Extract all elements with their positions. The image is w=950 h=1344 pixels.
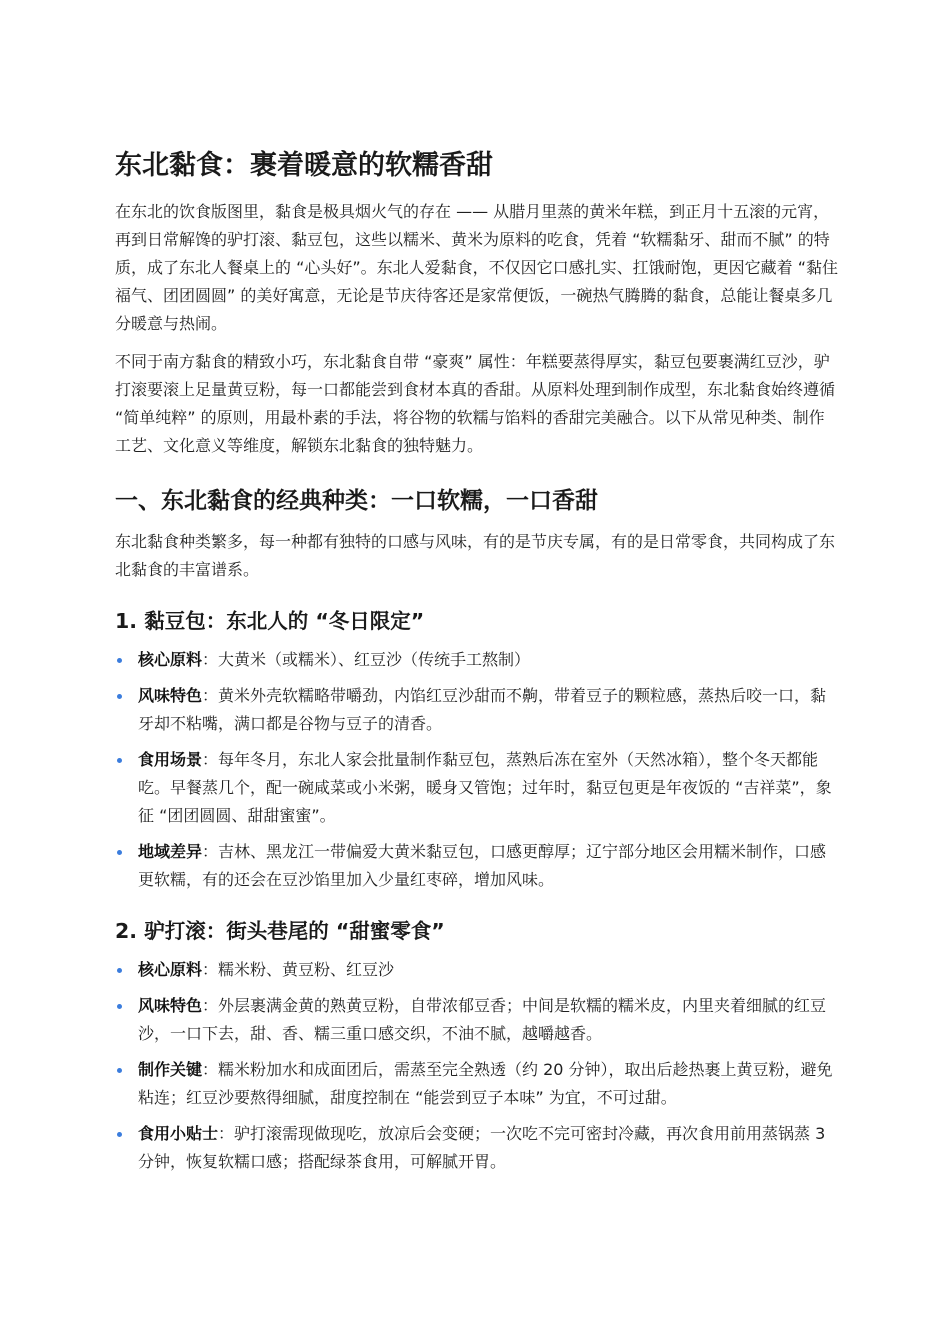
list-item: [115, 646, 840, 674]
bullet-icon: [117, 1132, 122, 1137]
lvdagun-list: [115, 956, 840, 1176]
bullet-icon: [117, 1004, 122, 1009]
item-label: 食用小贴士: [138, 1124, 219, 1143]
item-label: 食用场景: [138, 750, 203, 769]
item-text: ：吉林、黑龙江一带偏爱大黄米黏豆包，口感更醇厚；辽宁部分地区会用糯米制作，口感更软糯，有的还会在豆沙馅里加入少量红枣碎，增加风味。: [138, 842, 827, 889]
item-text: ：驴打滚需现做现吃，放凉后会变硬；一次吃不完可密封冷藏，再次食用前用蒸锅蒸 3 分钟，恢复软糯口感；搭配绿茶食用，可解腻开胃。: [138, 1124, 826, 1171]
item-label: 风味特色: [138, 996, 203, 1015]
list-item: [115, 1056, 840, 1112]
section-heading-types: 一、东北黏食的经典种类：一口软糯，一口香甜: [115, 488, 598, 514]
item-text: ：外层裹满金黄的熟黄豆粉，自带浓郁豆香；中间是软糯的糯米皮，内里夹着细腻的红豆沙，一口下去，甜、香、糯三重口感交织，不油不腻，越嚼越香。: [138, 996, 827, 1043]
list-item: [115, 992, 840, 1048]
bullet-icon: [117, 758, 122, 763]
item-label: 制作关键: [138, 1060, 203, 1079]
section-description: 东北黏食种类繁多，每一种都有独特的口感与风味，有的是节庆专属，有的是日常零食，共同构成了东北黏食的丰富谱系。: [115, 532, 836, 579]
intro-paragraph-1: 在东北的饮食版图里，黏食是极具烟火气的存在 —— 从腊月里蒸的黄米年糕，到正月十五滚的元宵，再到日常解馋的驴打滚、黏豆包，这些以糯米、黄米为原料的吃食，凭着 “软糯黏牙、甜而不腻” 的特质，成了东北人餐桌上的 “心头好”。东北人爱黏食，不仅因它口感扎实、扛饿耐饱，更因它藏着 “黏住福气、团团圆圆” 的美好寓意，无论是节庆待客还是家常便饭，一碗热气腾腾的黏食，总能让餐桌多几分暖意与热闹。: [115, 202, 839, 333]
page-title: 东北黏食：裹着暖意的软糯香甜: [115, 150, 493, 181]
bullet-icon: [117, 694, 122, 699]
item-label: 风味特色: [138, 686, 203, 705]
intro-paragraph-2: 不同于南方黏食的精致小巧，东北黏食自带 “豪爽” 属性：年糕要蒸得厚实，黏豆包要裹满红豆沙，驴打滚要滚上足量黄豆粉，每一口都能尝到食材本真的香甜。从原料处理到制作成型，东北黏食始终遵循 “简单纯粹” 的原则，用最朴素的手法，将谷物的软糯与馅料的香甜完美融合。以下从常见种类、制作工艺、文化意义等维度，解锁东北黏食的独特魅力。: [115, 352, 836, 455]
list-item: [115, 956, 840, 984]
list-item: [115, 1120, 840, 1176]
item-text: ：糯米粉加水和成面团后，需蒸至完全熟透（约 20 分钟），取出后趁热裹上黄豆粉，避免粘连；红豆沙要熬得细腻，甜度控制在 “能尝到豆子本味” 为宜，不可过甜。: [138, 1060, 833, 1107]
list-item: [115, 838, 840, 894]
niandoubao-list: [115, 646, 840, 894]
item-text: ：糯米粉、黄豆粉、红豆沙: [202, 960, 395, 979]
bullet-icon: [117, 1068, 122, 1073]
item-text: ：大黄米（或糯米）、红豆沙（传统手工熬制）: [202, 650, 531, 669]
bullet-icon: [117, 658, 122, 663]
list-item: [115, 682, 840, 738]
item-label: 核心原料: [138, 650, 203, 669]
document-page: [115, 148, 840, 1184]
bullet-icon: [117, 968, 122, 973]
item-text: ：黄米外壳软糯略带嚼劲，内馅红豆沙甜而不齁，带着豆子的颗粒感，蒸热后咬一口，黏牙却不粘嘴，满口都是谷物与豆子的清香。: [138, 686, 827, 733]
subsection-heading-lvdagun: 2. 驴打滚：街头巷尾的 “甜蜜零食”: [115, 919, 445, 943]
subsection-heading-niandoubao: 1. 黏豆包：东北人的 “冬日限定”: [115, 609, 425, 633]
list-item: [115, 746, 840, 830]
bullet-icon: [117, 850, 122, 855]
item-text: ：每年冬月，东北人家会批量制作黏豆包，蒸熟后冻在室外（天然冰箱），整个冬天都能吃。早餐蒸几个，配一碗咸菜或小米粥，暖身又管饱；过年时，黏豆包更是年夜饭的 “吉祥菜”，象征 “团团圆圆、甜甜蜜蜜”。: [138, 750, 832, 825]
item-label: 核心原料: [138, 960, 203, 979]
item-label: 地域差异: [138, 842, 203, 861]
